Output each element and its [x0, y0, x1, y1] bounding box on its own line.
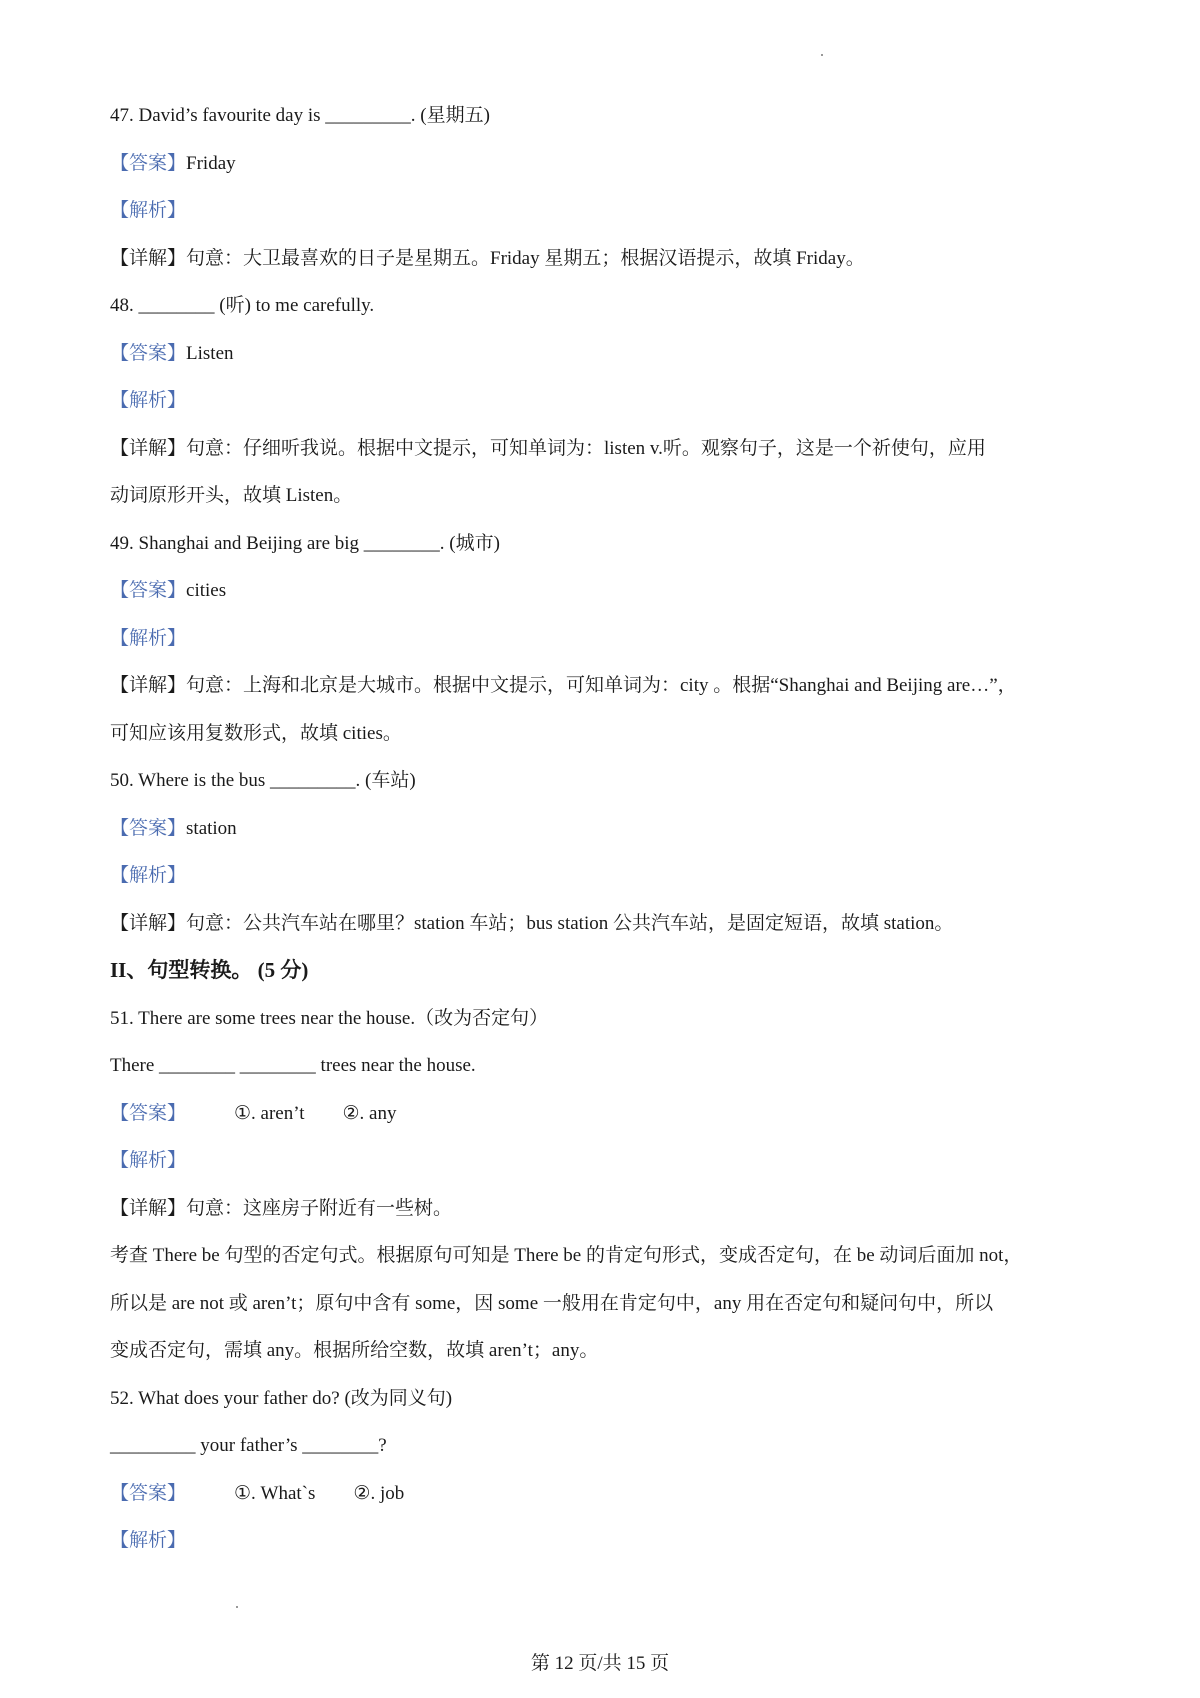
detail-51-line4: 变成否定句，需填 any。根据所给空数，故填 aren’t；any。 — [110, 1340, 599, 1361]
detail-47: 【详解】句意：大卫最喜欢的日子是星期五。Friday 星期五；根据汉语提示，故填 Friday。 — [110, 247, 865, 269]
document-body — [110, 92, 1110, 1565]
answer-label: 【答案】 — [110, 1102, 187, 1124]
answer-text: station — [186, 817, 237, 839]
answer-label: 【答案】 — [110, 580, 187, 601]
question-52-line2: _________ your father’s ________? — [110, 1435, 387, 1456]
scan-speck — [821, 54, 823, 56]
question-50: 50. Where is the bus _________. (车站) — [110, 770, 416, 791]
answer-label: 【答案】 — [110, 1482, 187, 1504]
question-51-line1: 51. There are some trees near the house.（改为否定句） — [110, 1007, 549, 1029]
answer-text: Friday — [186, 152, 236, 174]
question-48: 48. ________ (听) to me carefully. — [110, 295, 375, 316]
detail-51-line2: 考查 There be 句型的否定句式。根据原句可知是 There be 的肯定句形式，变成否定句，在 be 动词后面加 not， — [110, 1245, 1023, 1266]
answer-text-2: ②. any — [342, 1102, 397, 1124]
answer-49 — [110, 567, 1110, 615]
answer-52 — [110, 1470, 1110, 1518]
detail-48-line1: 【详解】句意：仔细听我说。根据中文提示，可知单词为：listen v.听。观察句子，这是一个祈使句，应用 — [110, 437, 986, 459]
answer-label: 【答案】 — [110, 342, 187, 364]
question-51-line2: There ________ ________ trees near the house. — [110, 1055, 476, 1076]
answer-label: 【答案】 — [110, 152, 187, 174]
answer-text: cities — [186, 580, 227, 601]
section-title: II、句型转换。 (5 分) — [110, 958, 309, 982]
answer-text-1: ①. What`s — [234, 1482, 316, 1504]
analysis-label: 【解析】 — [110, 390, 187, 411]
page-number-footer: 第 12 页/共 15 页 — [530, 1653, 670, 1674]
answer-label: 【答案】 — [110, 817, 187, 839]
detail-48-line2: 动词原形开头，故填 Listen。 — [110, 485, 353, 506]
question-47: 47. David’s favourite day is _________. (星期五) — [110, 105, 490, 126]
analysis-label: 【解析】 — [110, 1150, 187, 1171]
answer-50 — [110, 805, 1110, 853]
answer-text-2: ②. job — [353, 1482, 405, 1504]
detail-49-line1: 【详解】句意：上海和北京是大城市。根据中文提示，可知单词为：city 。根据“Shanghai and Beijing are…”， — [110, 675, 1017, 696]
analysis-label: 【解析】 — [110, 200, 187, 221]
detail-51-line1: 【详解】句意：这座房子附近有一些树。 — [110, 1197, 453, 1219]
analysis-label: 【解析】 — [110, 1530, 187, 1551]
question-49: 49. Shanghai and Beijing are big ________. (城市) — [110, 532, 500, 554]
analysis-label: 【解析】 — [110, 627, 187, 649]
question-52-line1: 52. What does your father do? (改为同义句) — [110, 1387, 453, 1409]
detail-50: 【详解】句意：公共汽车站在哪里？station 车站；bus station 公共汽车站，是固定短语，故填 station。 — [110, 912, 954, 934]
detail-51-line3: 所以是 are not 或 aren’t；原句中含有 some，因 some 一般用在肯定句中，any 用在否定句和疑问句中，所以 — [110, 1292, 994, 1314]
answer-47 — [110, 140, 1110, 188]
answer-text-1: ①. aren’t — [234, 1102, 305, 1124]
answer-text: Listen — [186, 342, 234, 364]
answer-48 — [110, 330, 1110, 378]
analysis-label: 【解析】 — [110, 865, 187, 886]
detail-49-line2: 可知应该用复数形式，故填 cities。 — [110, 722, 402, 744]
scan-speck — [236, 1606, 238, 1608]
answer-51 — [110, 1090, 1110, 1138]
